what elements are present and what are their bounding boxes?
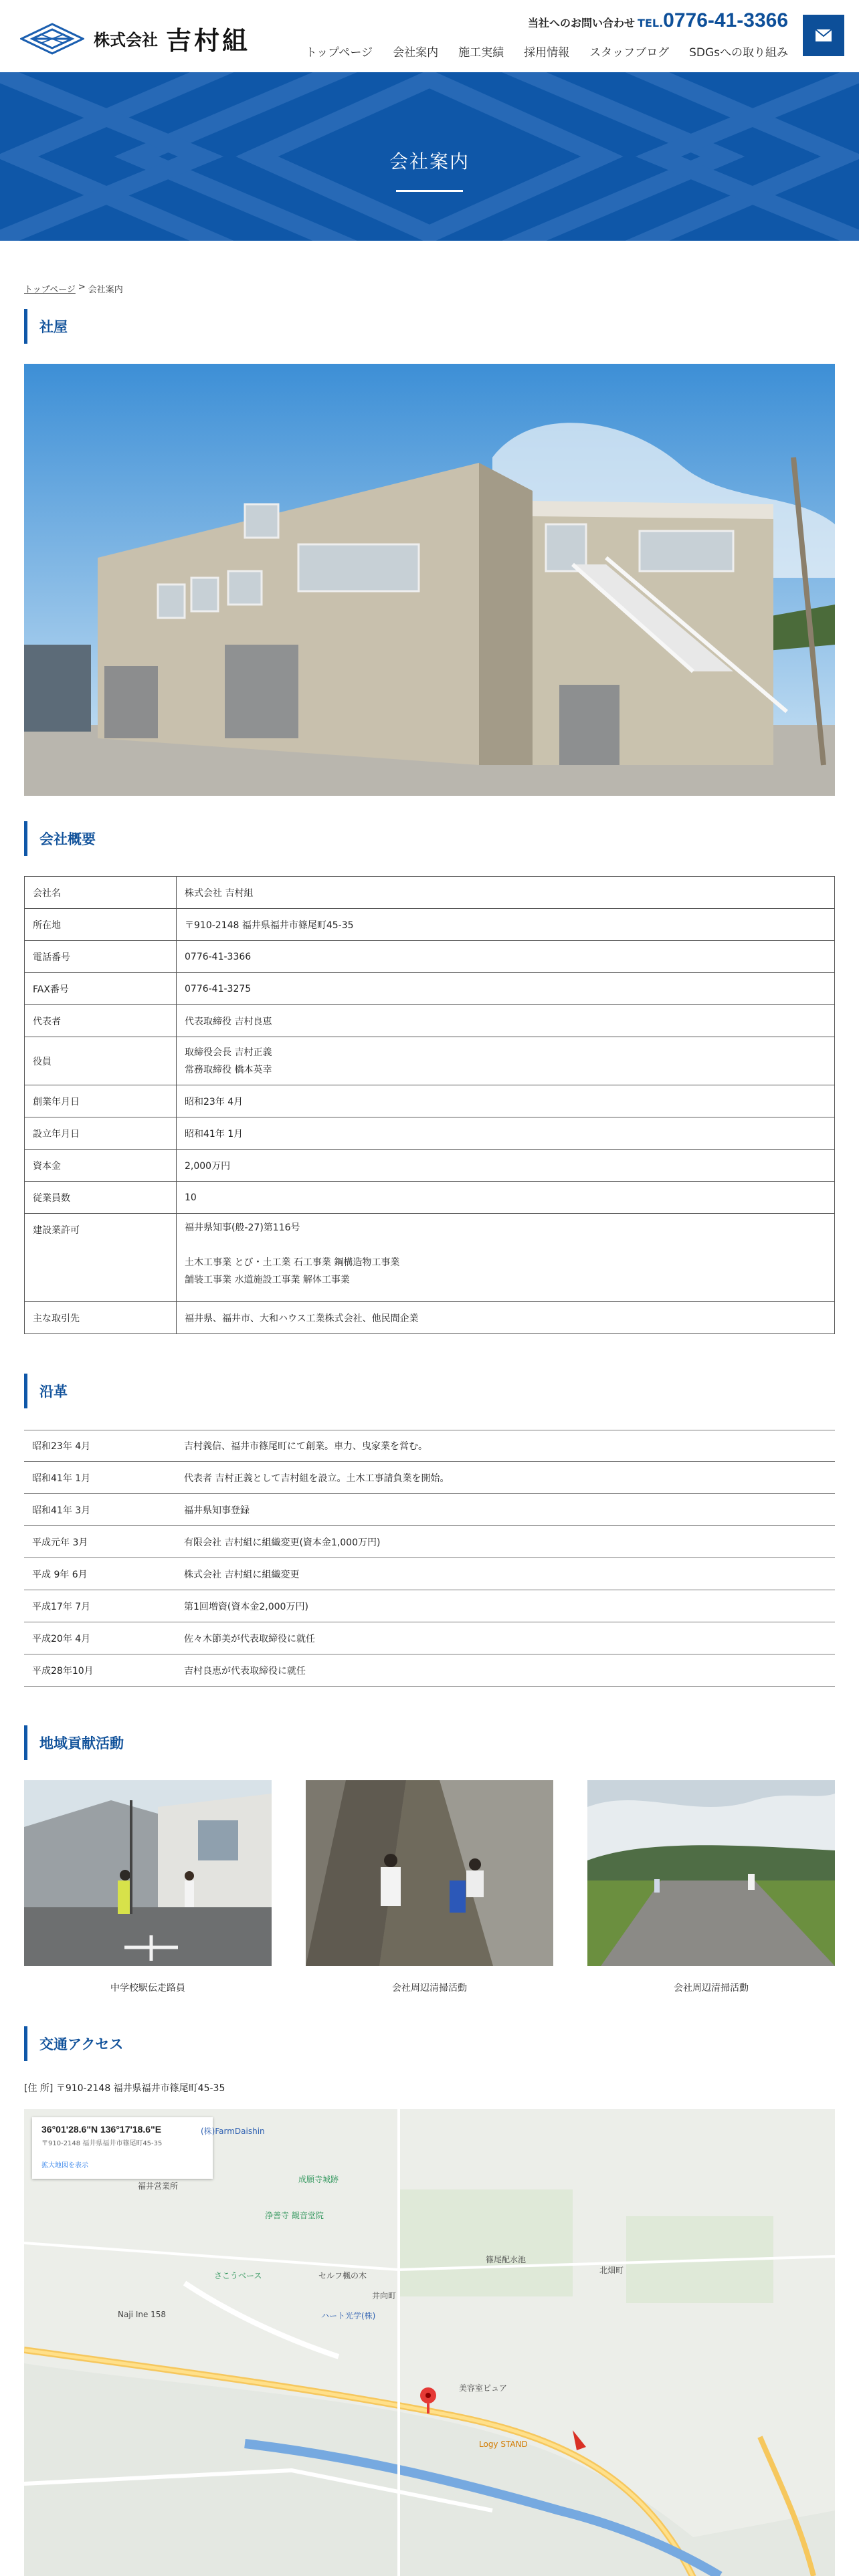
access-address: [住 所] 〒910-2148 福井県福井市篠尾町45-35 [24,2083,225,2094]
company-key: FAX番号 [25,973,177,1005]
history-row [24,1462,835,1494]
map-canvas [24,2109,835,2576]
page-hero [0,72,859,241]
map-label: 浄善寺 観音堂院 [265,2211,324,2220]
map-label: ハート光学(株) [321,2311,376,2321]
map-label: 北畑町 [599,2266,624,2275]
map-info-address: 〒910-2148 福井県福井市篠尾町45-35 [41,2140,163,2147]
section-heading-access: 交通アクセス [24,2026,425,2061]
company-row [25,1005,835,1037]
company-row [25,1182,835,1214]
company-value: 10 [177,1182,835,1214]
map-enlarge-link[interactable]: 拡大地図を表示 [41,2162,88,2169]
map-coords: 36°01'28.6"N 136°17'18.6"E [41,2124,162,2135]
company-value-line: 常務取締役 橋本英幸 [185,1064,272,1075]
company-row [25,973,835,1005]
company-overview-table [24,876,835,1334]
map-label: (株)FarmDaishin [201,2127,265,2136]
breadcrumb [24,282,123,295]
company-value: 2,000万円 [177,1150,835,1182]
company-value-line: 土木工事業 とび・土工業 石工事業 鋼構造物工事業 [185,1257,400,1268]
company-key: 電話番号 [25,941,177,973]
history-date: 昭和41年 1月 [32,1473,91,1484]
map-label: セルフ楓の木 [318,2271,367,2280]
map-label: 福井営業所 [138,2181,179,2191]
history-date: 昭和23年 4月 [32,1441,91,1452]
history-row [24,1494,835,1526]
company-key: 会社名 [25,877,177,909]
breadcrumb-home[interactable]: トップページ [24,285,76,295]
company-value: 代表取締役 吉村良恵 [177,1005,835,1037]
company-value: 〒910-2148 福井県福井市篠尾町45-35 [177,909,835,941]
company-value: 0776-41-3275 [177,973,835,1005]
history-date: 平成17年 7月 [32,1601,91,1612]
history-row [24,1526,835,1558]
logo-company-name: 吉村組 [166,25,251,56]
history-event: 吉村良恵が代表取締役に就任 [184,1665,306,1677]
company-value: 昭和41年 1月 [177,1117,835,1150]
section-heading-overview: 会社概要 [24,821,425,856]
company-value-line: 舗装工事業 水道施設工事業 解体工事業 [185,1275,350,1285]
history-row [24,1430,835,1462]
history-date: 平成 9年 6月 [32,1569,88,1580]
company-key: 所在地 [25,909,177,941]
community-caption: 中学校駅伝走路員 [110,1983,185,1994]
nav-sdgs[interactable]: SDGsへの取り組み [689,46,788,60]
nav-works[interactable]: 施工実績 [458,46,504,60]
map-label: 篠尾配水池 [486,2255,527,2264]
company-value-line [185,1237,826,1254]
history-row [24,1590,835,1622]
history-event: 株式会社 吉村組に組織変更 [184,1569,300,1580]
global-nav [306,43,788,60]
company-value: 株式会社 吉村組 [177,877,835,909]
contact-tel-link[interactable]: 0776-41-3366 [663,9,788,31]
map-label: 井向町 [372,2291,397,2300]
company-value: 0776-41-3366 [177,941,835,973]
map-label: 美容室ピュア [459,2383,508,2393]
company-value [177,1037,835,1085]
contact-tel-prefix: TEL. [638,17,664,29]
history-date: 平成28年10月 [32,1665,94,1677]
company-key: 建設業許可 [25,1214,177,1302]
breadcrumb-separator: > [78,282,86,292]
company-key: 設立年月日 [25,1117,177,1150]
company-row [25,1037,835,1085]
map-label: Logy STAND [479,2440,528,2449]
header-contact [528,9,788,32]
nav-recruit[interactable]: 採用情報 [524,46,570,60]
title-underline [396,190,463,192]
company-key: 資本金 [25,1150,177,1182]
nav-top[interactable]: トップページ [305,46,373,60]
company-key: 役員 [25,1037,177,1085]
embedded-map[interactable] [24,2109,835,2576]
site-logo[interactable] [20,20,250,57]
company-value: 福井県、福井市、大和ハウス工業株式会社、他民間企業 [177,1302,835,1334]
map-label: Naji Ine 158 [118,2310,167,2319]
map-label: 成願寺城跡 [298,2175,339,2184]
company-row [25,1085,835,1117]
breadcrumb-current: 会社案内 [88,285,123,295]
community-caption: 会社周辺清掃活動 [674,1983,749,1994]
section-heading-building: 社屋 [24,309,425,344]
nav-blog[interactable]: スタッフブログ [589,46,670,60]
logo-company-type: 株式会社 [94,31,158,49]
company-row [25,909,835,941]
nav-company[interactable]: 会社案内 [393,46,439,60]
history-event: 吉村義信、福井市篠尾町にて創業。車力、曳家業を営む。 [184,1441,427,1452]
history-event: 第1回増資(資本金2,000万円) [184,1601,308,1612]
company-row [25,941,835,973]
map-label: さこうベース [214,2271,262,2280]
community-caption: 会社周辺清掃活動 [392,1983,467,1994]
section-heading-history: 沿革 [24,1374,425,1408]
contact-label: 当社へのお問い合わせ [528,17,636,29]
company-value [177,1214,835,1302]
company-row [25,1117,835,1150]
history-date: 平成元年 3月 [32,1537,88,1548]
company-key: 従業員数 [25,1182,177,1214]
company-value: 昭和23年 4月 [177,1085,835,1117]
company-value-line: 福井県知事(般-27)第116号 [185,1222,300,1233]
company-key: 創業年月日 [25,1085,177,1117]
history-date: 昭和41年 3月 [32,1505,91,1516]
history-date: 平成20年 4月 [32,1633,91,1644]
mail-button[interactable] [803,15,844,56]
history-list [24,1430,835,1687]
site-header [0,0,859,72]
map-info-card [32,2117,213,2179]
company-value-line: 取締役会長 吉村正義 [185,1047,272,1058]
company-row [25,1214,835,1302]
history-event: 代表者 吉村正義として吉村組を設立。土木工事請負業を開始。 [184,1473,450,1484]
community-photo-cleanup-1 [306,1780,553,1966]
company-key: 代表者 [25,1005,177,1037]
company-row [25,877,835,909]
company-row [25,1302,835,1334]
history-row [24,1558,835,1590]
logo-mark-icon [20,23,84,55]
mail-icon [816,29,832,41]
history-row [24,1654,835,1687]
building-photo [24,364,835,796]
history-event: 福井県知事登録 [184,1505,250,1516]
community-photo-cleanup-2 [587,1780,835,1966]
company-key: 主な取引先 [25,1302,177,1334]
history-event: 有限会社 吉村組に組織変更(資本金1,000万円) [184,1537,381,1548]
section-heading-community: 地域貢献活動 [24,1725,425,1760]
community-photo-ekiden [24,1780,272,1966]
history-row [24,1622,835,1654]
company-row [25,1150,835,1182]
page-title: 会社案内 [389,150,470,173]
history-event: 佐々木節美が代表取締役に就任 [184,1633,315,1644]
